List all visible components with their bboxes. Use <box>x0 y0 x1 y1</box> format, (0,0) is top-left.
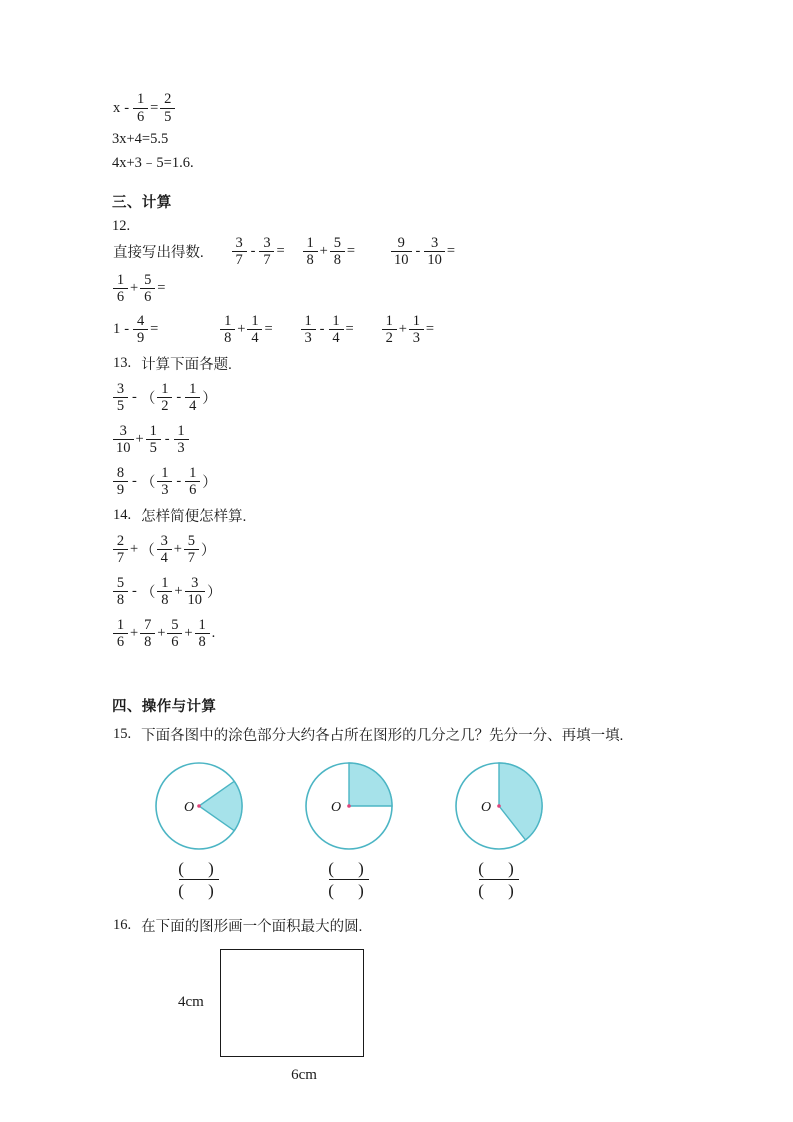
operator-plus: + <box>184 625 193 642</box>
center-label-O: O <box>481 799 492 815</box>
fraction-denominator: 5 <box>164 108 172 125</box>
fraction-denominator: 7 <box>235 252 243 269</box>
whole-number-1: 1 <box>113 321 121 338</box>
fraction-numerator: 1 <box>161 464 169 481</box>
fraction-denominator: 4 <box>160 550 168 567</box>
fraction-numerator: 1 <box>304 312 312 329</box>
fraction-9-10-a <box>391 235 412 269</box>
fraction-numerator: 2 <box>116 532 125 549</box>
operator-minus: - <box>250 243 256 260</box>
fraction-3-5 <box>113 381 128 415</box>
fraction-1-6 <box>133 91 148 125</box>
operator-minus: - <box>132 389 137 406</box>
fraction-denominator: 4 <box>189 398 197 415</box>
paren-close: ） <box>202 475 217 492</box>
equals-sign: = <box>446 243 456 260</box>
fraction-1-4 <box>185 381 200 415</box>
equation-operator-minus: - <box>124 99 130 116</box>
fraction-numerator: 5 <box>333 234 341 251</box>
equals-sign: = <box>150 321 159 338</box>
fraction-numerator: 1 <box>136 91 145 107</box>
fraction-denominator: 7 <box>263 252 271 269</box>
fraction-denominator: 6 <box>116 634 125 651</box>
fraction-numerator: 5 <box>187 532 195 549</box>
answer-blank-numerator[interactable]: ( ) <box>478 858 524 878</box>
fraction-denominator: 7 <box>187 550 195 567</box>
fraction-numerator: 1 <box>224 312 232 329</box>
fraction-1-2 <box>157 381 172 415</box>
fraction-numerator: 1 <box>306 234 314 251</box>
answer-blank-numerator[interactable]: ( ) <box>328 858 374 878</box>
fraction-numerator: 3 <box>160 532 168 549</box>
fraction-numerator: 3 <box>191 574 199 591</box>
operator-plus: + <box>130 541 139 558</box>
shaded-sector <box>349 763 392 806</box>
fraction-5-6-b <box>140 272 155 306</box>
paren-open: （ <box>140 475 156 492</box>
fraction-numerator: 1 <box>161 574 169 591</box>
problem-14-line-3 <box>112 613 712 655</box>
fraction-denominator: 6 <box>116 289 125 306</box>
fraction-denominator: 8 <box>144 634 152 651</box>
problem-15-number: 15. <box>113 726 132 743</box>
operator-plus: + <box>398 321 407 338</box>
figure-circle-2 <box>274 758 424 899</box>
rectangle-height-label: 4cm <box>178 994 204 1011</box>
paren-close: ） <box>202 391 217 408</box>
answer-blank-2[interactable] <box>324 860 374 899</box>
fraction-denominator: 9 <box>116 482 125 499</box>
operator-plus: + <box>237 321 246 338</box>
fraction-numerator: 2 <box>164 91 172 107</box>
paren-open: （ <box>140 543 155 560</box>
fraction-denominator: 10 <box>394 252 409 269</box>
equals-sign: = <box>345 321 354 338</box>
answer-blank-1[interactable] <box>174 860 224 899</box>
fraction-numerator: 3 <box>431 234 439 251</box>
problem-16-header <box>112 913 712 939</box>
fraction-denominator: 6 <box>136 108 145 125</box>
fraction-denominator: 8 <box>198 634 206 651</box>
equation-x-minus-fraction <box>112 88 712 128</box>
problem-14-instruction: 怎样简便怎样算. <box>141 509 247 526</box>
fraction-numerator: 3 <box>116 380 125 397</box>
fraction-numerator: 1 <box>149 422 157 439</box>
fraction-numerator: 4 <box>136 312 145 329</box>
fraction-1-8-f <box>157 575 172 609</box>
section-heading-4: 四、操作与计算 <box>112 698 217 715</box>
operator-plus: + <box>174 583 183 600</box>
fraction-1-4-d <box>329 313 344 347</box>
fraction-denominator: 5 <box>149 440 157 457</box>
section-heading-3: 三、计算 <box>112 194 172 211</box>
fraction-4-9 <box>133 313 148 347</box>
fraction-numerator: 8 <box>116 464 125 481</box>
fraction-1-3-d <box>301 313 316 347</box>
answer-blank-numerator[interactable]: ( ) <box>178 858 224 878</box>
operator-minus: - <box>124 321 130 338</box>
fraction-denominator: 8 <box>116 592 125 609</box>
paren-close: ） <box>200 543 216 560</box>
fraction-1-3-e <box>409 313 424 347</box>
center-label-O: O <box>184 799 195 815</box>
fraction-denominator: 8 <box>306 252 314 269</box>
fraction-denominator: 10 <box>116 440 131 457</box>
operator-minus: - <box>319 321 325 338</box>
operator-plus: + <box>319 243 328 260</box>
problem-13-header <box>112 351 712 377</box>
fraction-1-6-g <box>113 617 128 651</box>
center-label-O: O <box>331 799 342 815</box>
problem-14-header <box>112 503 712 529</box>
circle-diagram-2 <box>301 758 397 854</box>
fraction-numerator: 1 <box>161 380 169 397</box>
circle-diagram-1 <box>151 758 247 854</box>
problem-12-row-2 <box>112 309 712 351</box>
fraction-5-8 <box>113 575 128 609</box>
center-dot <box>497 804 501 808</box>
fraction-5-6-g <box>167 617 182 651</box>
fraction-denominator: 10 <box>427 252 442 269</box>
fraction-denominator: 3 <box>177 440 185 457</box>
paren-close: ） <box>207 585 222 602</box>
fraction-numerator: 5 <box>171 616 179 633</box>
answer-blank-denominator[interactable]: ( ) <box>478 880 524 900</box>
fraction-numerator: 1 <box>251 312 259 329</box>
fraction-denominator: 2 <box>161 398 169 415</box>
rectangle-shape <box>220 949 364 1057</box>
figure-circle-3 <box>424 758 574 899</box>
equation-equals: = <box>150 99 159 116</box>
fraction-denominator: 6 <box>171 634 179 651</box>
fraction-3-10-f <box>185 575 206 609</box>
fraction-1-6-a <box>113 272 128 306</box>
period-mark: . <box>211 625 216 642</box>
fraction-numerator: 5 <box>144 271 152 288</box>
fraction-1-6-b <box>185 465 200 499</box>
fraction-numerator: 3 <box>263 234 271 251</box>
fraction-numerator: 1 <box>385 312 393 329</box>
fraction-1-8-g <box>195 617 210 651</box>
operator-plus: + <box>157 625 166 642</box>
fraction-denominator: 6 <box>189 482 197 499</box>
fraction-numerator: 1 <box>332 312 340 329</box>
problem-12-instruction: 直接写出得数. <box>113 245 204 262</box>
answer-blank-3[interactable] <box>474 860 524 899</box>
rectangle-width-label: 6cm <box>291 1066 317 1083</box>
operator-plus: + <box>173 541 182 558</box>
fraction-numerator: 1 <box>198 616 206 633</box>
fraction-3-10 <box>113 423 134 457</box>
fraction-3-7-a <box>232 235 247 269</box>
fraction-denominator: 6 <box>144 289 152 306</box>
problem-13-line-3 <box>112 461 712 503</box>
fraction-2-7 <box>113 533 128 567</box>
fraction-denominator: 8 <box>224 330 232 347</box>
problem-16-figure <box>178 949 712 1084</box>
fraction-3-7-b <box>259 235 274 269</box>
problem-14-line-1 <box>112 529 712 571</box>
fraction-numerator: 7 <box>144 616 152 633</box>
fraction-denominator: 9 <box>136 330 145 347</box>
equals-sign: = <box>425 321 435 338</box>
fraction-numerator: 1 <box>116 271 125 288</box>
answer-blank-bar <box>479 879 519 880</box>
worksheet-content <box>112 88 712 1084</box>
fraction-denominator: 3 <box>161 482 169 499</box>
problem-15-instruction: 下面各图中的涂色部分大约各占所在图形的几分之几？先分一分、再填一填. <box>141 728 624 745</box>
fraction-denominator: 3 <box>412 330 420 347</box>
fraction-numerator: 5 <box>116 574 125 591</box>
problem-15-figures <box>124 758 712 899</box>
fraction-5-7 <box>184 533 199 567</box>
equals-sign: = <box>264 321 273 338</box>
operator-minus: - <box>132 473 137 490</box>
circle-diagram-3 <box>451 758 547 854</box>
fraction-3-10-b <box>424 235 445 269</box>
operator-minus: - <box>176 473 182 490</box>
fraction-3-4 <box>157 533 172 567</box>
fraction-numerator: 1 <box>177 422 185 439</box>
fraction-1-8-c <box>220 313 235 347</box>
problem-16-instruction: 在下面的图形画一个面积最大的圆. <box>141 919 363 936</box>
problem-13-number: 13. <box>113 355 132 372</box>
answer-blank-bar <box>179 879 219 880</box>
problem-12-row-0 <box>112 235 712 269</box>
fraction-denominator: 8 <box>333 252 341 269</box>
fraction-denominator: 10 <box>187 592 203 609</box>
fraction-denominator: 7 <box>116 550 125 567</box>
fraction-numerator: 1 <box>189 464 197 481</box>
problem-13-line-1 <box>112 377 712 419</box>
fraction-1-5 <box>146 423 161 457</box>
problem-14-number: 14. <box>113 507 132 524</box>
answer-blank-bar <box>329 879 369 880</box>
fraction-denominator: 3 <box>304 330 312 347</box>
equation-3x-plus-4: 3x+4=5.5 <box>112 131 169 147</box>
operator-minus: - <box>132 583 137 600</box>
problem-13-instruction: 计算下面各题. <box>141 357 232 374</box>
fraction-denominator: 4 <box>332 330 340 347</box>
fraction-numerator: 9 <box>397 234 405 251</box>
problem-16-number: 16. <box>113 917 132 934</box>
fraction-denominator: 2 <box>385 330 393 347</box>
fraction-1-3-b <box>157 465 172 499</box>
fraction-numerator: 3 <box>235 234 243 251</box>
fraction-denominator: 8 <box>161 592 169 609</box>
fraction-8-9 <box>113 465 128 499</box>
problem-14-line-2 <box>112 571 712 613</box>
fraction-denominator: 4 <box>251 330 259 347</box>
center-dot <box>347 804 351 808</box>
equals-sign: = <box>157 280 166 297</box>
fraction-numerator: 1 <box>116 616 125 633</box>
problem-13-line-2 <box>112 419 712 461</box>
equation-4x-plus-3: 4x+3﹣5=1.6. <box>112 155 194 172</box>
fraction-numerator: 1 <box>412 312 420 329</box>
operator-plus: + <box>130 625 139 642</box>
fraction-2-5 <box>160 91 175 125</box>
center-dot <box>197 804 201 808</box>
fraction-1-4-c <box>247 313 262 347</box>
figure-circle-1 <box>124 758 274 899</box>
fraction-1-8-a <box>303 235 318 269</box>
paren-open: （ <box>140 585 156 602</box>
fraction-1-3 <box>174 423 189 457</box>
fraction-7-8-g <box>140 617 155 651</box>
equals-sign: = <box>276 243 285 260</box>
operator-minus: - <box>176 389 182 406</box>
problem-12-number: 12. <box>112 217 131 234</box>
problem-15-header <box>112 722 712 748</box>
fraction-numerator: 1 <box>189 380 197 397</box>
operator-minus: - <box>415 243 421 260</box>
fraction-denominator: 5 <box>116 398 125 415</box>
equals-sign: = <box>346 243 356 260</box>
paren-open: （ <box>140 391 156 408</box>
rectangle-with-height-label <box>178 949 364 1057</box>
operator-plus: + <box>130 280 139 297</box>
fraction-numerator: 3 <box>119 422 127 439</box>
operator-plus: + <box>135 431 144 448</box>
answer-blank-denominator[interactable]: ( ) <box>178 880 224 900</box>
operator-minus: - <box>164 431 170 448</box>
fraction-1-2-e <box>382 313 397 347</box>
problem-12-row-1 <box>112 269 712 309</box>
equation-variable: x <box>113 99 121 116</box>
fraction-5-8-b <box>330 235 345 269</box>
answer-blank-denominator[interactable]: ( ) <box>328 880 374 900</box>
